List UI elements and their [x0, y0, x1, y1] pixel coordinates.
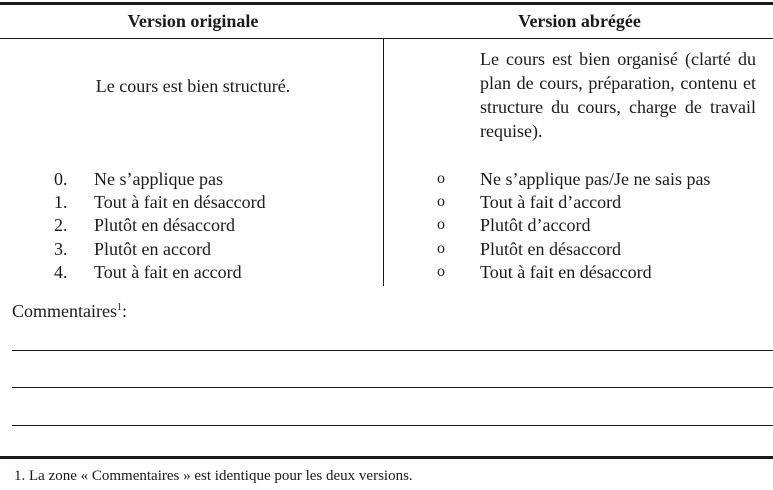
option-label: Plutôt en accord — [94, 239, 211, 259]
option-label: Ne s’applique pas — [94, 169, 223, 189]
option-label: Plutôt d’accord — [480, 215, 591, 235]
option-label: Tout à fait en désaccord — [480, 262, 652, 282]
radio-circle-icon: o — [437, 216, 445, 233]
bottom-rule — [0, 456, 773, 459]
radio-circle-icon: o — [437, 193, 445, 210]
option-label: Plutôt en désaccord — [94, 215, 235, 235]
comment-line-2[interactable] — [12, 387, 773, 388]
option-number: 3. — [54, 239, 68, 259]
footnote: 1. La zone « Commentaires » est identique pour les deux versions. — [14, 468, 413, 484]
top-rule — [0, 2, 773, 5]
radio-circle-icon: o — [437, 263, 445, 280]
radio-circle-icon: o — [437, 170, 445, 187]
option-number: 2. — [54, 215, 68, 235]
comment-line-1[interactable] — [12, 350, 773, 351]
radio-circle-icon: o — [437, 240, 445, 257]
header-rule — [0, 38, 773, 39]
option-number: 4. — [54, 262, 68, 282]
header-version-abregee: Version abrégée — [518, 11, 641, 31]
option-label: Plutôt en désaccord — [480, 239, 621, 259]
original-statement: Le cours est bien structuré. — [95, 76, 291, 96]
option-number: 0. — [54, 169, 68, 189]
comments-colon: : — [121, 301, 127, 321]
comment-line-3[interactable] — [12, 425, 773, 426]
footnote-marker: 1 — [116, 302, 122, 313]
abridged-statement: Le cours est bien organisé (clarté du plan de cours, préparation, contenu et structure du cours, charge de travail requise). — [480, 49, 756, 141]
header-version-originale: Version originale — [127, 11, 259, 31]
option-number: 1. — [54, 192, 68, 212]
comments-label — [12, 299, 127, 323]
option-label: Tout à fait d’accord — [480, 192, 622, 212]
option-label: Tout à fait en accord — [94, 262, 242, 282]
option-label: Ne s’applique pas/Je ne sais pas — [480, 169, 711, 189]
comments-text: Commentaires — [12, 301, 117, 321]
option-label: Tout à fait en désaccord — [94, 192, 266, 212]
